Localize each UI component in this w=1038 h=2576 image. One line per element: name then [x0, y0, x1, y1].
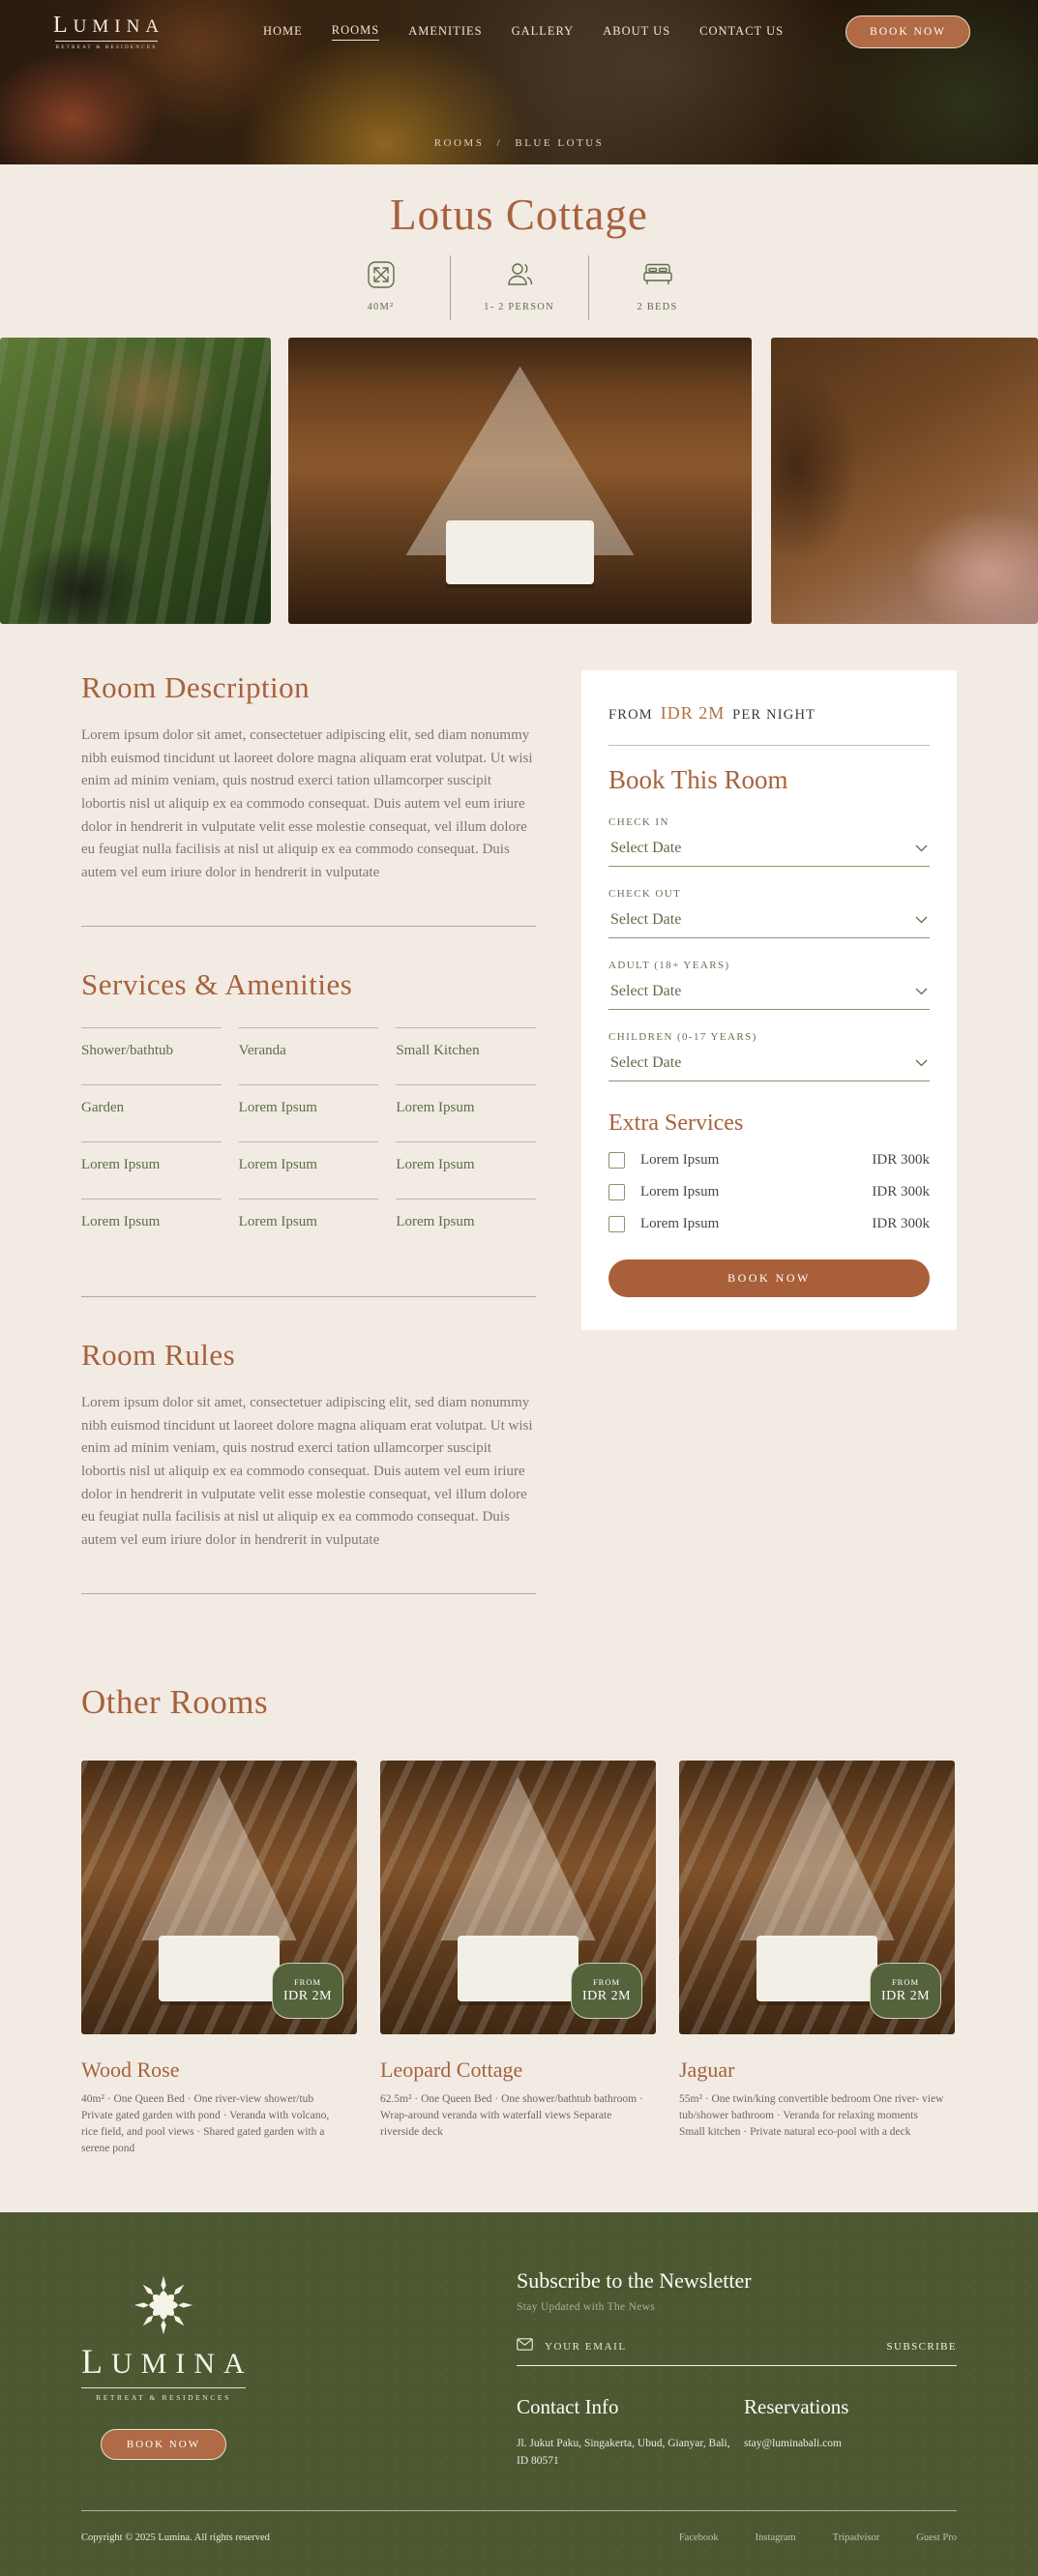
adult-select[interactable]: [608, 973, 930, 1010]
extra-services-heading: Extra Services: [608, 1110, 744, 1136]
amenity-item: Veranda: [239, 1027, 379, 1084]
brand-name: LUMINA: [53, 13, 165, 38]
reservations-heading: Reservations: [744, 2394, 849, 2418]
bed-decoration: [458, 1936, 578, 2001]
chevron-down-icon: [915, 1054, 928, 1072]
check-in-label: CHECK IN: [608, 816, 669, 828]
room-card-name[interactable]: Leopard Cottage: [380, 2057, 523, 2082]
reservations-email[interactable]: stay@luminabali.com: [744, 2437, 842, 2449]
spec-area-label: 40M²: [367, 302, 395, 312]
breadcrumb-rooms[interactable]: ROOMS: [433, 137, 485, 149]
check-in-select[interactable]: [608, 830, 930, 867]
nav-item-rooms[interactable]: ROOMS: [332, 23, 379, 41]
nav-item-about-us[interactable]: ABOUT US: [603, 23, 671, 38]
badge-price-value: IDR 2M: [282, 1988, 333, 2003]
bed-decoration: [446, 520, 594, 583]
brand-tagline: RETREAT & RESIDENCES: [55, 44, 158, 50]
chevron-down-icon: [915, 911, 928, 929]
newsletter-form: [517, 2338, 957, 2366]
room-card-description: 55m² · One twin/king convertible bedroom One river- view tub/shower bathroom · Veranda for relaxing moments Small kitchen · Private natural eco-pool with a deck: [679, 2092, 944, 2139]
booking-card: [581, 670, 957, 1330]
card-divider: [608, 745, 930, 746]
badge-price-value: IDR 2M: [581, 1988, 632, 2003]
nav-item-amenities[interactable]: AMENITIES: [408, 23, 483, 38]
extra-service-row: [608, 1184, 930, 1200]
extra-service-label: Lorem Ipsum: [640, 1184, 720, 1199]
gallery-photo-bathroom[interactable]: [771, 338, 1038, 624]
room-card-wood-rose[interactable]: [81, 1761, 357, 2158]
breadcrumb-separator: /: [496, 137, 503, 149]
amenity-item: Lorem Ipsum: [396, 1141, 536, 1199]
social-link-instagram[interactable]: Instagram: [755, 2532, 796, 2544]
nav-item-home[interactable]: HOME: [262, 23, 303, 38]
main-content: [81, 670, 957, 1635]
bed-decoration: [756, 1936, 877, 2001]
amenity-item: Lorem Ipsum: [81, 1199, 222, 1256]
extra-service-checkbox[interactable]: [608, 1216, 625, 1232]
extra-service-price: IDR 300k: [872, 1152, 930, 1168]
room-specs: [0, 253, 1038, 322]
header-book-now-button[interactable]: BOOK NOW: [845, 15, 970, 48]
site-footer: [0, 2212, 1038, 2576]
extra-service-row: [608, 1216, 930, 1232]
amenities-heading: Services & Amenities: [81, 966, 353, 1001]
badge-from-label: FROM: [592, 1976, 621, 1987]
room-gallery-carousel: [0, 338, 1038, 624]
page-title: Lotus Cottage: [390, 191, 648, 239]
footer-book-now-button[interactable]: BOOK NOW: [101, 2429, 226, 2460]
social-link-guest-pro[interactable]: Guest Pro: [916, 2532, 957, 2544]
canopy-net-decoration: [131, 1777, 307, 1941]
bed-icon: [641, 259, 674, 290]
check-out-field: [608, 888, 930, 938]
price-prefix: FROM: [608, 707, 653, 723]
price-badge: [870, 1963, 941, 2019]
amenity-item: Lorem Ipsum: [396, 1084, 536, 1141]
amenity-item: Lorem Ipsum: [239, 1199, 379, 1256]
room-card-leopard-cottage[interactable]: [380, 1761, 656, 2158]
footer-brand-name: LUMINA: [81, 2341, 253, 2381]
footer-brand-tagline: RETREAT & RESIDENCES: [96, 2392, 231, 2402]
adult-field: [608, 960, 930, 1010]
newsletter-subscribe-button[interactable]: SUBSCRIBE: [886, 2340, 957, 2353]
price-line: [608, 699, 930, 724]
room-card-name[interactable]: Wood Rose: [81, 2057, 180, 2082]
other-rooms-list: [81, 1761, 957, 2158]
section-divider: [81, 1593, 536, 1594]
room-card-photo: [679, 1761, 955, 2034]
badge-from-label: FROM: [293, 1976, 322, 1987]
room-card-jaguar[interactable]: [679, 1761, 955, 2158]
adult-label: ADULT (18+ YEARS): [608, 960, 730, 971]
room-card-description: 40m² · One Queen Bed · One river-view shower/tub Private gated garden with pond · Veranda with volcano, rice field, and pool views · Shared gated garden with a serene pond: [81, 2092, 330, 2155]
social-link-facebook[interactable]: Facebook: [678, 2532, 719, 2544]
social-links: [679, 2532, 957, 2543]
description-heading: Room Description: [81, 670, 311, 704]
extra-service-label: Lorem Ipsum: [640, 1216, 720, 1231]
check-out-select[interactable]: [608, 902, 930, 938]
copyright-text: Copyright © 2025 Lumina. All rights reserved: [81, 2532, 270, 2544]
spec-divider: [588, 255, 589, 320]
amenity-item: Lorem Ipsum: [239, 1141, 379, 1199]
envelope-icon: [517, 2338, 533, 2355]
badge-price-value: IDR 2M: [880, 1988, 931, 2003]
extra-service-price: IDR 300k: [872, 1184, 930, 1199]
booking-heading: Book This Room: [608, 765, 788, 794]
price-badge: [571, 1963, 642, 2019]
price-value: IDR 2M: [660, 703, 726, 723]
rules-text: Lorem ipsum dolor sit amet, consectetuer adipiscing elit, sed diam nonummy nibh euismod tincidunt ut laoreet dolore magna aliquam erat volutpat. Ut wisi enim ad minim veniam, quis nostrud exerci tation ullamcorper suscipit lobortis nisl ut aliquip ex ea commodo consequat. Duis autem vel eum iriure dolor in hendrerit in vulputate velit esse molestie consequat, vel illum dolore eu feugiat nulla facilisis at nisl ut aliquip ex ea commodo consequat. Duis autem vel eum iriure dolor in hendrerit in vulputate: [81, 1394, 533, 1548]
spec-persons: [451, 253, 588, 322]
children-label: CHILDREN (0-17 YEARS): [608, 1031, 757, 1043]
other-rooms-section: [81, 1683, 957, 2212]
room-hero: [0, 164, 1038, 322]
lumina-mandala-icon: [133, 2324, 194, 2340]
section-divider: [81, 926, 536, 927]
spec-persons-label: 1- 2 PERSON: [484, 302, 554, 312]
extra-service-checkbox[interactable]: [608, 1184, 625, 1200]
canopy-net-decoration: [728, 1777, 905, 1941]
children-value: Select Date: [610, 1054, 682, 1071]
amenity-item: Lorem Ipsum: [81, 1141, 222, 1199]
other-rooms-heading: Other Rooms: [81, 1682, 269, 1721]
contact-info-heading: Contact Info: [517, 2394, 619, 2418]
gallery-photo-bedroom[interactable]: [288, 338, 752, 624]
price-suffix: PER NIGHT: [732, 707, 816, 723]
site-header: [0, 0, 1038, 164]
check-in-value: Select Date: [610, 840, 682, 856]
price-badge: [272, 1963, 343, 2019]
children-field: [608, 1031, 930, 1081]
footer-brand: [81, 2268, 253, 2460]
breadcrumb-current: BLUE LOTUS: [515, 137, 605, 149]
newsletter-subheading: Stay Updated with The News: [517, 2300, 656, 2313]
contact-info-block: [517, 2395, 744, 2471]
spec-beds-label: 2 BEDS: [637, 302, 678, 312]
amenity-item: Shower/bathtub: [81, 1027, 222, 1084]
adult-value: Select Date: [610, 983, 682, 999]
main-nav: [263, 15, 970, 48]
spec-area: [312, 253, 450, 322]
chevron-down-icon: [915, 840, 928, 857]
spec-beds: [589, 253, 727, 322]
booking-submit-button[interactable]: BOOK NOW: [608, 1259, 930, 1297]
section-divider: [81, 1296, 536, 1297]
chevron-down-icon: [915, 983, 928, 1000]
newsletter-heading: Subscribe to the Newsletter: [517, 2267, 752, 2293]
person-icon: [504, 259, 535, 290]
amenity-item: Garden: [81, 1084, 222, 1141]
canopy-net-decoration: [430, 1777, 606, 1941]
rules-heading: Room Rules: [81, 1337, 236, 1372]
badge-from-label: FROM: [891, 1976, 920, 1987]
social-link-tripadvisor[interactable]: Tripadvisor: [832, 2532, 880, 2544]
newsletter-email-input[interactable]: [545, 2341, 875, 2353]
brand-logo[interactable]: [53, 13, 165, 50]
amenity-item: Lorem Ipsum: [239, 1084, 379, 1141]
check-out-label: CHECK OUT: [608, 888, 682, 900]
check-in-field: [608, 816, 930, 867]
breadcrumb: [0, 137, 1038, 149]
area-icon: [366, 259, 397, 290]
room-card-name[interactable]: Jaguar: [679, 2057, 735, 2082]
room-card-photo: [81, 1761, 357, 2034]
check-out-value: Select Date: [610, 911, 682, 928]
room-info-column: [81, 670, 536, 1635]
extra-service-checkbox[interactable]: [608, 1152, 625, 1169]
children-select[interactable]: [608, 1045, 930, 1081]
reservations-block: [744, 2395, 848, 2471]
amenities-grid: [81, 1027, 536, 1256]
footer-brand-divider: [81, 2387, 246, 2388]
amenity-item: Lorem Ipsum: [396, 1199, 536, 1256]
contact-address: Jl. Jukut Paku, Singakerta, Ubud, Gianyar, Bali, ID 80571: [517, 2437, 730, 2468]
extra-service-label: Lorem Ipsum: [640, 1152, 720, 1168]
gallery-photo-garden[interactable]: [0, 338, 271, 624]
nav-item-gallery[interactable]: GALLERY: [511, 23, 575, 38]
brand-divider: [55, 41, 158, 42]
footer-right-column: [517, 2268, 957, 2471]
room-card-description: 62.5m² · One Queen Bed · One shower/bathtub bathroom · Wrap-around veranda with waterfall views Separate riverside deck: [380, 2092, 643, 2139]
extra-service-row: [608, 1152, 930, 1169]
description-text: Lorem ipsum dolor sit amet, consectetuer adipiscing elit, sed diam nonummy nibh euismod tincidunt ut laoreet dolore magna aliquam erat volutpat. Ut wisi enim ad minim veniam, quis nostrud exerci tation ullamcorper suscipit lobortis nisl ut aliquip ex ea commodo consequat. Duis autem vel eum iriure dolor in hendrerit in vulputate velit esse molestie consequat, vel illum dolore eu feugiat nulla facilisis at nisl ut aliquip ex ea commodo consequat. Duis autem vel eum iriure dolor in hendrerit in vulputate: [81, 727, 533, 881]
extra-service-price: IDR 300k: [872, 1216, 930, 1231]
spec-divider: [450, 255, 451, 320]
room-card-photo: [380, 1761, 656, 2034]
footer-bottom-bar: [81, 2510, 957, 2576]
nav-item-contact-us[interactable]: CONTACT US: [699, 23, 785, 38]
bed-decoration: [159, 1936, 280, 2001]
amenity-item: Small Kitchen: [396, 1027, 536, 1084]
